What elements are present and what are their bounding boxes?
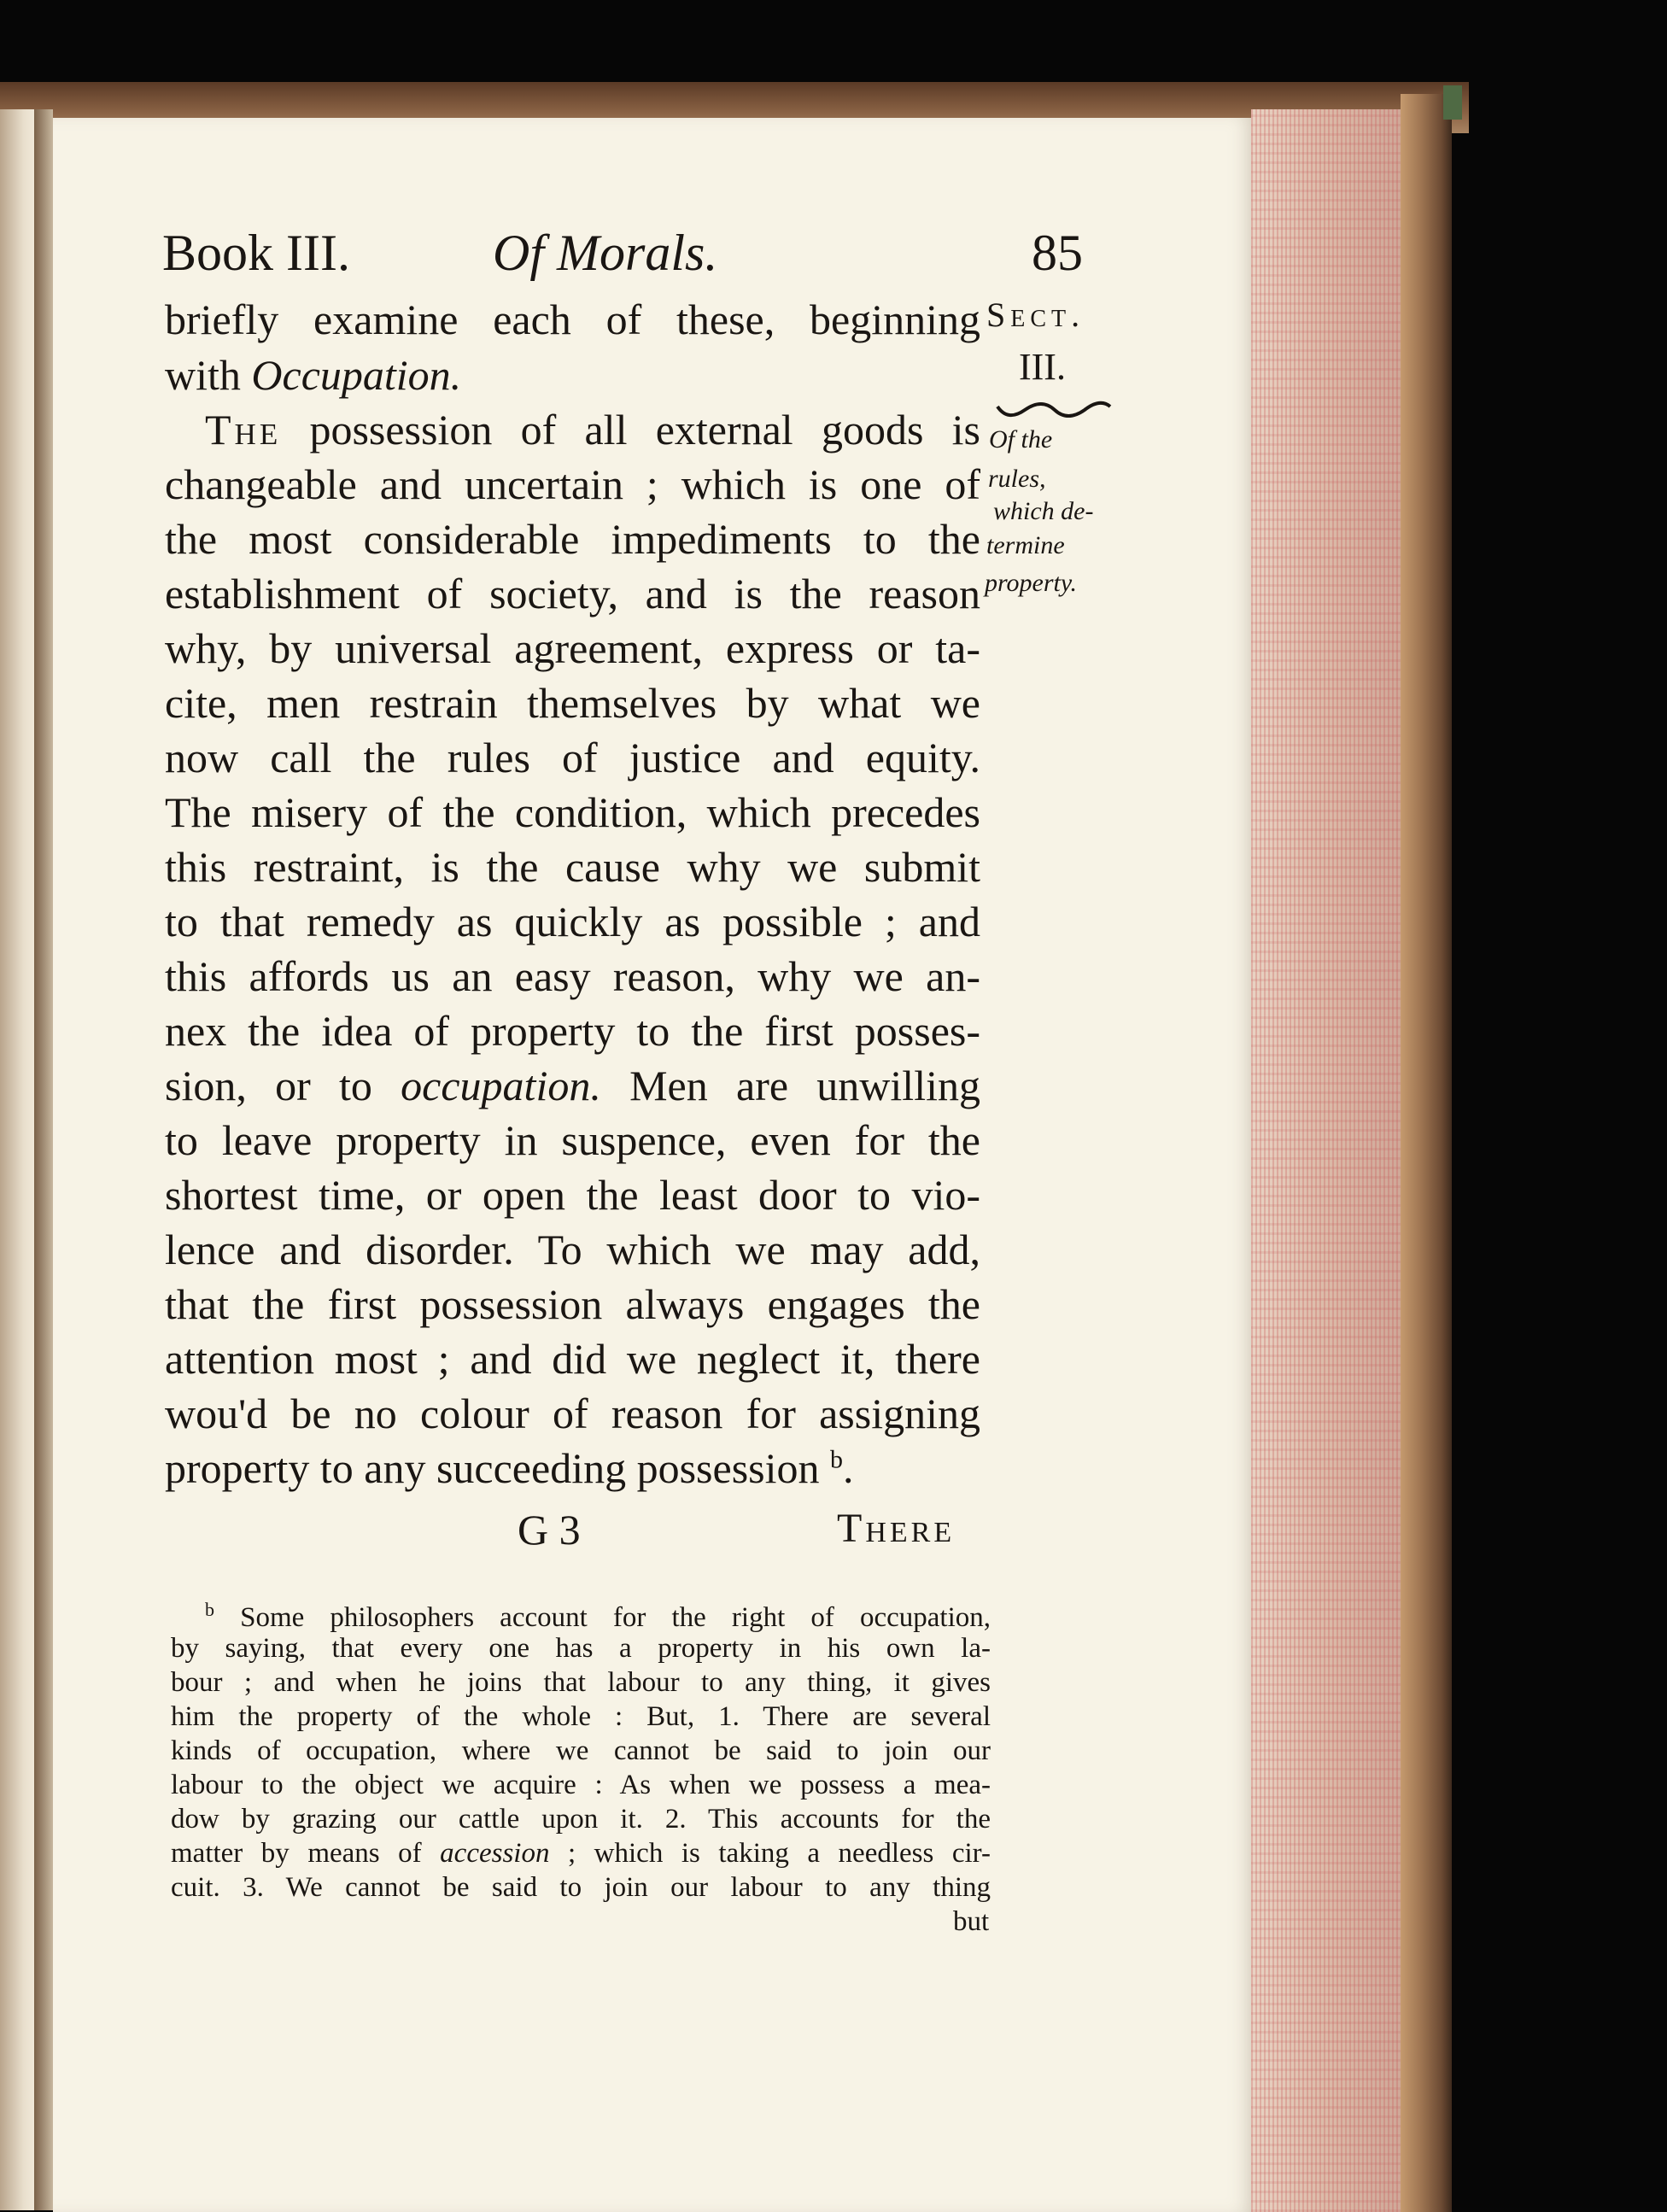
body-line-17: shortest time, or open the least door to vio- <box>165 1171 980 1219</box>
footnote-line-6: labour to the object we acquire : As when we possess a mea- <box>171 1770 991 1800</box>
book-gutter <box>34 109 53 2210</box>
footnote-line-4: him the property of the whole : But, 1. There are several <box>171 1701 991 1732</box>
body-line-21: wou'd be no colour of reason for assigning <box>165 1390 980 1437</box>
body-line-10: The misery of the condition, which precedes <box>165 788 980 836</box>
page-number: 85 <box>1032 225 1083 281</box>
body-line-14: nex the idea of property to the first posses- <box>165 1007 980 1055</box>
margin-section-label: Sect. <box>986 296 1085 334</box>
body-line-13: this affords us an easy reason, why we an- <box>165 952 980 1000</box>
binding-tag <box>1443 85 1462 120</box>
footnote-catchword: but <box>953 1906 990 1937</box>
footnote-line-8: matter by means of accession ; which is taking a needless cir- <box>171 1838 991 1869</box>
margin-note-line-5: property. <box>985 569 1078 597</box>
margin-section-number: III. <box>1019 346 1066 388</box>
body-line-8: cite, men restrain themselves by what we <box>165 679 980 727</box>
body-line-22: property to any succeeding possession $^b$. <box>165 1444 854 1492</box>
body-line-1: briefly examine each of these, beginning <box>165 296 980 343</box>
body-line-2: with Occupation. <box>165 351 462 399</box>
footnote-line-1: $^b$ Some philosophers account for the right of occupation, <box>205 1599 991 1633</box>
body-line-6: establishment of society, and is the reason <box>165 570 980 617</box>
margin-note-line-1: Of the <box>989 425 1053 454</box>
body-line-18: lence and disorder. To which we may add, <box>165 1226 980 1273</box>
body-line-15: sion, or to occupation. Men are unwilling <box>165 1062 980 1109</box>
body-line-7: why, by universal agreement, express or ta- <box>165 624 980 672</box>
footnote-line-7: dow by grazing our cattle upon it. 2. This accounts for the <box>171 1804 991 1835</box>
body-line-12: to that remedy as quickly as possible ; and <box>165 898 980 945</box>
footnote-line-9: cuit. 3. We cannot be said to join our labour to any thing <box>171 1872 991 1903</box>
margin-brace-flourish <box>991 395 1119 425</box>
body-line-5: the most considerable impediments to the <box>165 515 980 563</box>
running-header-book: Book III. <box>162 225 350 281</box>
footnote-reference: b <box>830 1445 844 1474</box>
body-line-9: now call the rules of justice and equity. <box>165 734 980 781</box>
body-line-4: changeable and uncertain ; which is one of <box>165 460 980 508</box>
footnote-line-2: by saying, that every one has a property in his own la- <box>171 1633 991 1664</box>
body-line-19: that the first possession always engages the <box>165 1280 980 1328</box>
body-line-20: attention most ; and did we neglect it, there <box>165 1335 980 1383</box>
footnote-line-3: bour ; and when he joins that labour to any thing, it gives <box>171 1667 991 1698</box>
body-line-3: The possession of all external goods is <box>205 406 980 454</box>
facing-page-edge <box>0 109 34 2210</box>
signature-mark: G 3 <box>518 1506 581 1554</box>
catchword: There <box>837 1506 956 1551</box>
body-line-16: to leave property in suspence, even for the <box>165 1116 980 1164</box>
footnote-marker: b <box>205 1599 214 1620</box>
footnote-line-5: kinds of occupation, where we cannot be said to join our <box>171 1735 991 1766</box>
margin-note-line-3: which de- <box>993 497 1094 525</box>
book-spine-binding <box>1401 94 1452 2212</box>
body-line-11: this restraint, is the cause why we submit <box>165 843 980 891</box>
margin-note-line-4: termine <box>986 531 1065 559</box>
red-sprinkled-page-edges <box>1251 109 1401 2212</box>
running-header-title: Of Morals. <box>493 225 718 281</box>
margin-note-line-2: rules, <box>988 465 1046 493</box>
